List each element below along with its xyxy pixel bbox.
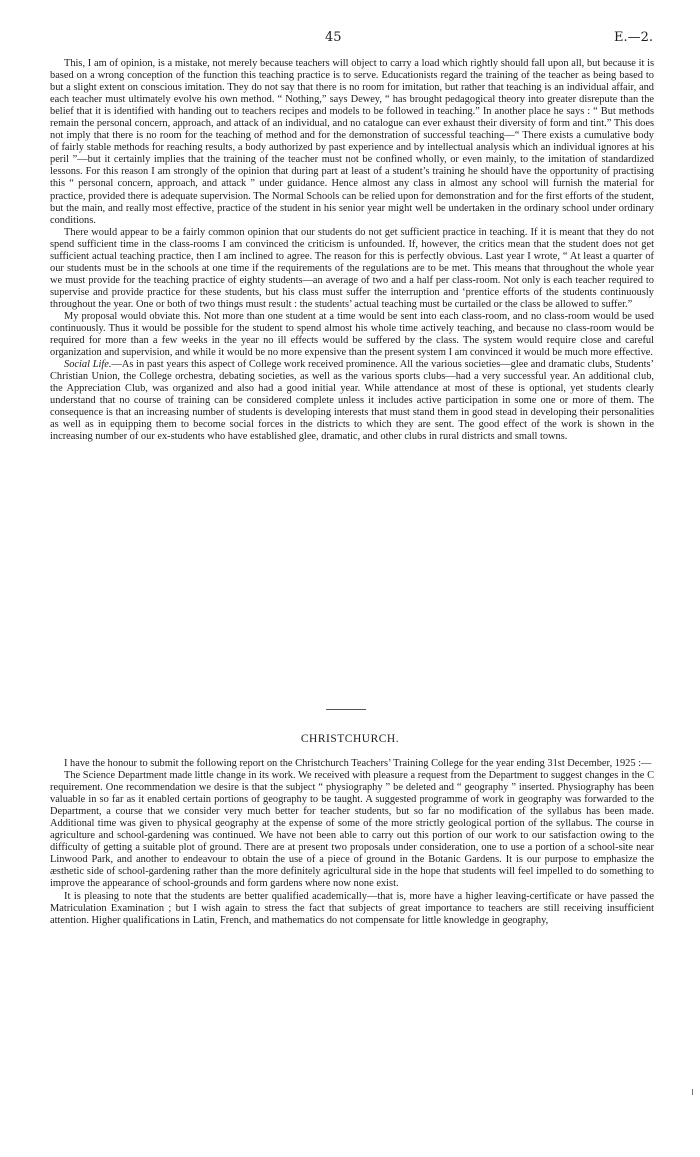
- paragraph: This, I am of opinion, is a mistake, not merely because teachers will object to carry a load which rightly should fall upon all, but because it is based on a wrong conception of the function this teaching practice is to serve. Educationists regard the training of the teacher as being based to but a slight extent on conscious imitation. They do not say that there is no room for imitation, but rather that teaching is an individual affair, and each teacher must ultimately evolve his own method. “ Nothing,” says Dewey, “ has brought pedagogical theory into greater disrepute than the belief that it is identified with handing out to teachers recipes and models to be followed in teaching.” In another place he says : “ But methods remain the personal concern, approach, and attack of an individual, and no catalogue can ever exhaust their diversity of form and tint.” This does not imply that there is no room for the teaching of method and for the demonstration of successful teaching—“ There exists a cumulative body of fairly stable methods for reaching results, a body authorized by past experience and by intellectual analysis which an individual ignores at his peril ”—but it certainly implies that the training of the teacher must not be confined wholly, or even mainly, to the imitation of standardized lessons. For this reason I am strongly of the opinion that during part at least of a student’s training he should have the opportunity of practising this “ personal concern, approach, and attack ” under guidance. Hence almost any class in almost any school will furnish the material for practice, provided there is adequate supervision. The Normal Schools can be relied upon for demonstration and for the first efforts of the student, but the main, and really most effective, practice of the student in his senior year might well be undertaken in the ordinary school under ordinary conditions.: [50, 58, 654, 226]
- page-number: 45: [325, 30, 342, 45]
- paragraph: My proposal would obviate this. Not more than one student at a time would be sent into each class-room, and no class-room would be used continuously. Thus it would be possible for the student to spend almost his whole time actively teaching, and because no class-room would be required for more than a few weeks in the year no ill effects would be suffered by the class. The system would require close and careful organization and supervision, and while it would be no more expensive than the present system I am convinced it would be much more effective.: [50, 310, 654, 359]
- section-heading: CHRISTCHURCH.: [300, 733, 400, 745]
- paragraph-text: —As in past years this aspect of College work received prominence. All the various societies—glee and dramatic clubs, Students’ Christian Union, the College orchestra, debating societies, as well as the various sports clubs—had a very successful year. An additional club, the Appreciation Club, was organized and also had a good initial year. While attendance at most of these is optional, yet students clearly understand that no course of training can be considered complete unless it includes active participation in some one or more of them. The consequence is that an increasing number of students is developing interests that must stand them in good stead in developing their personalities as well as in equipping them to become social forces in the districts to which they are sent. The good effect of the work is shown in the increasing number of our ex-students who have established glee, dramatic, and other clubs in rural districts and small towns.: [50, 359, 654, 443]
- section-divider: [326, 709, 366, 710]
- paragraph: I have the honour to submit the following report on the Christchurch Teachers’ Training College for the year ending 31st December, 1925 :—: [64, 758, 652, 769]
- report-body-section-1: [50, 58, 654, 444]
- report-body-section-2: [50, 758, 654, 927]
- paragraph-lead: Social Life.: [64, 359, 112, 371]
- paragraph: The Science Department made little change in its work. We received with pleasure a request from the Department to suggest changes in the C requirement. One recommendation we desire is that the subject “ physiography ” be deleted and “ geography ” inserted. Physiography has been valuable in so far as it enabled certain portions of geography to be taught. A suggested programme of work in geography was forwarded to the Department, a course that we consider very much better for teacher students, but so far no modification of the syllabus has been made. Additional time was given to physical geography at the expense of some of the more strictly geological portion of the syllabus. The course in agriculture and school-gardening was continued. We have not been able to carry out this portion of our work to our satisfaction owing to the difficulty of getting a suitable plot of ground. There are at present two proposals under consideration, one to use a portion of a school-site near Linwood Park, and another to endeavour to obtain the use of a piece of ground in the Botanic Gardens. It is our purpose to emphasize the æsthetic side of school-gardening rather than the more definitely agricultural side in the hope that students will feel impelled to do something to improve the appearance of school-grounds and form gardens where now none exist.: [50, 770, 654, 890]
- document-reference: E.—2.: [614, 30, 654, 45]
- scan-mark: [692, 1089, 693, 1095]
- paragraph: It is pleasing to note that the students are better qualified academically—that is, more have a higher leaving-certificate or have passed the Matriculation Examination ; but I wish again to stress the fact that subjects of great importance to teachers are still receiving insufficient attention. Higher qualifications in Latin, French, and mathematics do not compensate for little knowledge in geography,: [50, 890, 654, 926]
- paragraph: There would appear to be a fairly common opinion that our students do not get sufficient practice in teaching. If it is meant that they do not spend sufficient time in the class-rooms I am convinced the criticism is unfounded. If, however, the critics mean that the student does not get sufficient actual teaching practice, then I am inclined to agree. The reason for this is perfectly obvious. Last year I wrote, “ At least a quarter of our students must be in the schools at one time if the requirements of the regulations are to be met. This means that throughout the whole year we must provide for the teaching practice of eighty students—an average of two and a half per class-room. Not only is each teacher required to supervise and provide practice for these students, but his class must suffer the interruption and ‘prentice efforts of the students continuously throughout the year. One or both of two things must result : the students’ actual teaching must be curtailed or the class be allowed to suffer.”: [50, 226, 654, 310]
- paragraph: [50, 359, 654, 443]
